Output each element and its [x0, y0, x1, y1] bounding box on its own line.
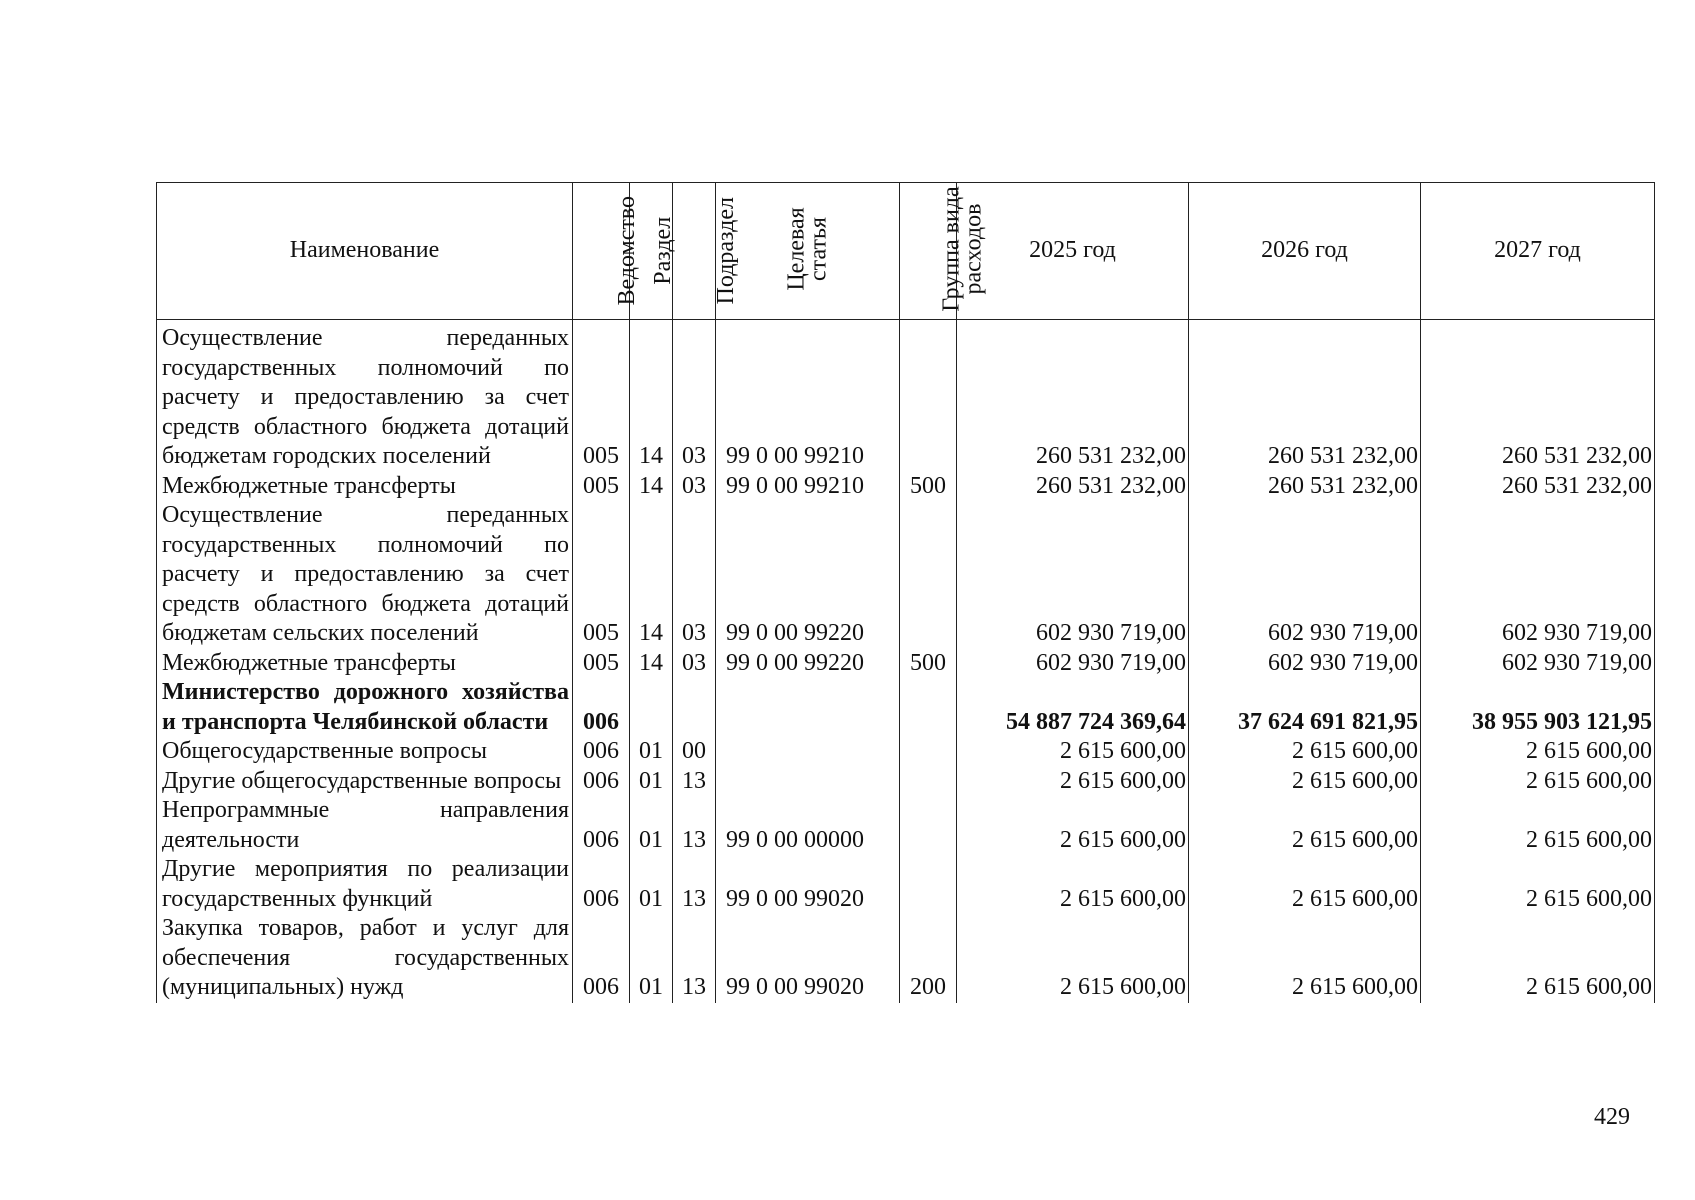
row-name: Другие мероприятия по реализации государственных функций — [157, 855, 573, 914]
row-name: Непрограммные направления деятельности — [157, 796, 573, 855]
table-row — [157, 501, 1655, 649]
row-podrazdel — [673, 678, 716, 737]
header-year-2027: 2027 год — [1421, 183, 1655, 320]
row-value-2026: 260 531 232,00 — [1189, 472, 1421, 502]
row-value-2027: 2 615 600,00 — [1421, 914, 1655, 1003]
row-value-2027: 602 930 719,00 — [1421, 501, 1655, 649]
row-podrazdel: 03 — [673, 472, 716, 502]
row-value-2025: 2 615 600,00 — [957, 914, 1189, 1003]
header-expense-group: Группа вида расходов — [900, 183, 957, 320]
row-razdel: 01 — [630, 914, 673, 1003]
header-name: Наименование — [157, 183, 573, 320]
row-value-2026: 2 615 600,00 — [1189, 737, 1421, 767]
row-vedomstvo: 006 — [573, 737, 630, 767]
table-row — [157, 737, 1655, 767]
row-value-2025: 2 615 600,00 — [957, 855, 1189, 914]
row-vedomstvo: 006 — [573, 767, 630, 797]
row-vedomstvo: 005 — [573, 472, 630, 502]
row-value-2027: 2 615 600,00 — [1421, 767, 1655, 797]
row-razdel: 14 — [630, 472, 673, 502]
table-row — [157, 914, 1655, 1003]
row-target-article — [716, 737, 900, 767]
row-value-2026: 2 615 600,00 — [1189, 767, 1421, 797]
row-expense-group — [900, 855, 957, 914]
row-vedomstvo: 006 — [573, 855, 630, 914]
row-expense-group: 500 — [900, 649, 957, 679]
row-target-article — [716, 678, 900, 737]
row-value-2025: 602 930 719,00 — [957, 649, 1189, 679]
row-podrazdel: 13 — [673, 914, 716, 1003]
row-expense-group — [900, 737, 957, 767]
table-row — [157, 767, 1655, 797]
row-expense-group: 500 — [900, 472, 957, 502]
row-razdel: 01 — [630, 855, 673, 914]
header-vedomstvo: Ведомство — [573, 183, 630, 320]
row-name: Межбюджетные трансферты — [157, 472, 573, 502]
row-razdel: 01 — [630, 737, 673, 767]
row-vedomstvo: 005 — [573, 501, 630, 649]
row-podrazdel: 03 — [673, 501, 716, 649]
header-podrazdel: Подраздел — [673, 183, 716, 320]
row-expense-group: 200 — [900, 914, 957, 1003]
table-header-row — [157, 183, 1655, 320]
row-name: Общегосударственные вопросы — [157, 737, 573, 767]
header-target-article: Целевая статья — [716, 183, 900, 320]
row-name: Другие общегосударственные вопросы — [157, 767, 573, 797]
row-target-article: 99 0 00 99210 — [716, 472, 900, 502]
row-vedomstvo: 006 — [573, 914, 630, 1003]
row-target-article — [716, 767, 900, 797]
row-vedomstvo: 005 — [573, 649, 630, 679]
row-value-2025: 2 615 600,00 — [957, 767, 1189, 797]
row-podrazdel: 13 — [673, 767, 716, 797]
row-podrazdel: 13 — [673, 796, 716, 855]
row-target-article: 99 0 00 99220 — [716, 501, 900, 649]
row-value-2025: 602 930 719,00 — [957, 501, 1189, 649]
row-value-2025: 260 531 232,00 — [957, 472, 1189, 502]
row-razdel: 14 — [630, 501, 673, 649]
budget-table — [156, 182, 1655, 1003]
row-value-2027: 260 531 232,00 — [1421, 472, 1655, 502]
row-value-2026: 2 615 600,00 — [1189, 914, 1421, 1003]
row-podrazdel: 03 — [673, 649, 716, 679]
row-target-article: 99 0 00 99210 — [716, 320, 900, 472]
table-row-ministry-total — [157, 678, 1655, 737]
row-expense-group — [900, 501, 957, 649]
row-podrazdel: 03 — [673, 320, 716, 472]
row-value-2027: 260 531 232,00 — [1421, 320, 1655, 472]
row-value-2027: 2 615 600,00 — [1421, 737, 1655, 767]
row-name: Министерство дорожного хозяйства и транспорта Челябинской области — [157, 678, 573, 737]
row-vedomstvo: 006 — [573, 796, 630, 855]
row-value-2027: 602 930 719,00 — [1421, 649, 1655, 679]
table-row — [157, 649, 1655, 679]
table-row — [157, 855, 1655, 914]
row-vedomstvo: 006 — [573, 678, 630, 737]
row-value-2026: 602 930 719,00 — [1189, 649, 1421, 679]
row-target-article: 99 0 00 99020 — [716, 855, 900, 914]
row-razdel — [630, 678, 673, 737]
row-name: Закупка товаров, работ и услуг для обеспечения государственных (муниципальных) нужд — [157, 914, 573, 1003]
row-vedomstvo: 005 — [573, 320, 630, 472]
row-razdel: 01 — [630, 796, 673, 855]
row-name: Осуществление переданных государственных полномочий по расчету и предоставлению за счет средств областного бюджета дотаций бюджетам городских поселений — [157, 320, 573, 472]
row-razdel: 01 — [630, 767, 673, 797]
row-name: Осуществление переданных государственных полномочий по расчету и предоставлению за счет средств областного бюджета дотаций бюджетам сельских поселений — [157, 501, 573, 649]
row-expense-group — [900, 796, 957, 855]
row-value-2026: 602 930 719,00 — [1189, 501, 1421, 649]
row-podrazdel: 13 — [673, 855, 716, 914]
row-value-2026: 37 624 691 821,95 — [1189, 678, 1421, 737]
row-expense-group — [900, 678, 957, 737]
row-expense-group — [900, 767, 957, 797]
row-value-2027: 2 615 600,00 — [1421, 796, 1655, 855]
row-name: Межбюджетные трансферты — [157, 649, 573, 679]
row-target-article: 99 0 00 99020 — [716, 914, 900, 1003]
row-target-article: 99 0 00 00000 — [716, 796, 900, 855]
table-row — [157, 796, 1655, 855]
row-value-2025: 260 531 232,00 — [957, 320, 1189, 472]
row-razdel: 14 — [630, 320, 673, 472]
table-row — [157, 320, 1655, 472]
row-expense-group — [900, 320, 957, 472]
header-razdel: Раздел — [630, 183, 673, 320]
row-value-2025: 2 615 600,00 — [957, 796, 1189, 855]
row-value-2026: 2 615 600,00 — [1189, 855, 1421, 914]
row-target-article: 99 0 00 99220 — [716, 649, 900, 679]
row-value-2025: 54 887 724 369,64 — [957, 678, 1189, 737]
row-value-2026: 260 531 232,00 — [1189, 320, 1421, 472]
table-row — [157, 472, 1655, 502]
row-value-2026: 2 615 600,00 — [1189, 796, 1421, 855]
row-value-2027: 2 615 600,00 — [1421, 855, 1655, 914]
header-year-2026: 2026 год — [1189, 183, 1421, 320]
row-razdel: 14 — [630, 649, 673, 679]
header-year-2025: 2025 год — [957, 183, 1189, 320]
row-value-2027: 38 955 903 121,95 — [1421, 678, 1655, 737]
row-value-2025: 2 615 600,00 — [957, 737, 1189, 767]
row-podrazdel: 00 — [673, 737, 716, 767]
page-number: 429 — [1594, 1104, 1630, 1130]
